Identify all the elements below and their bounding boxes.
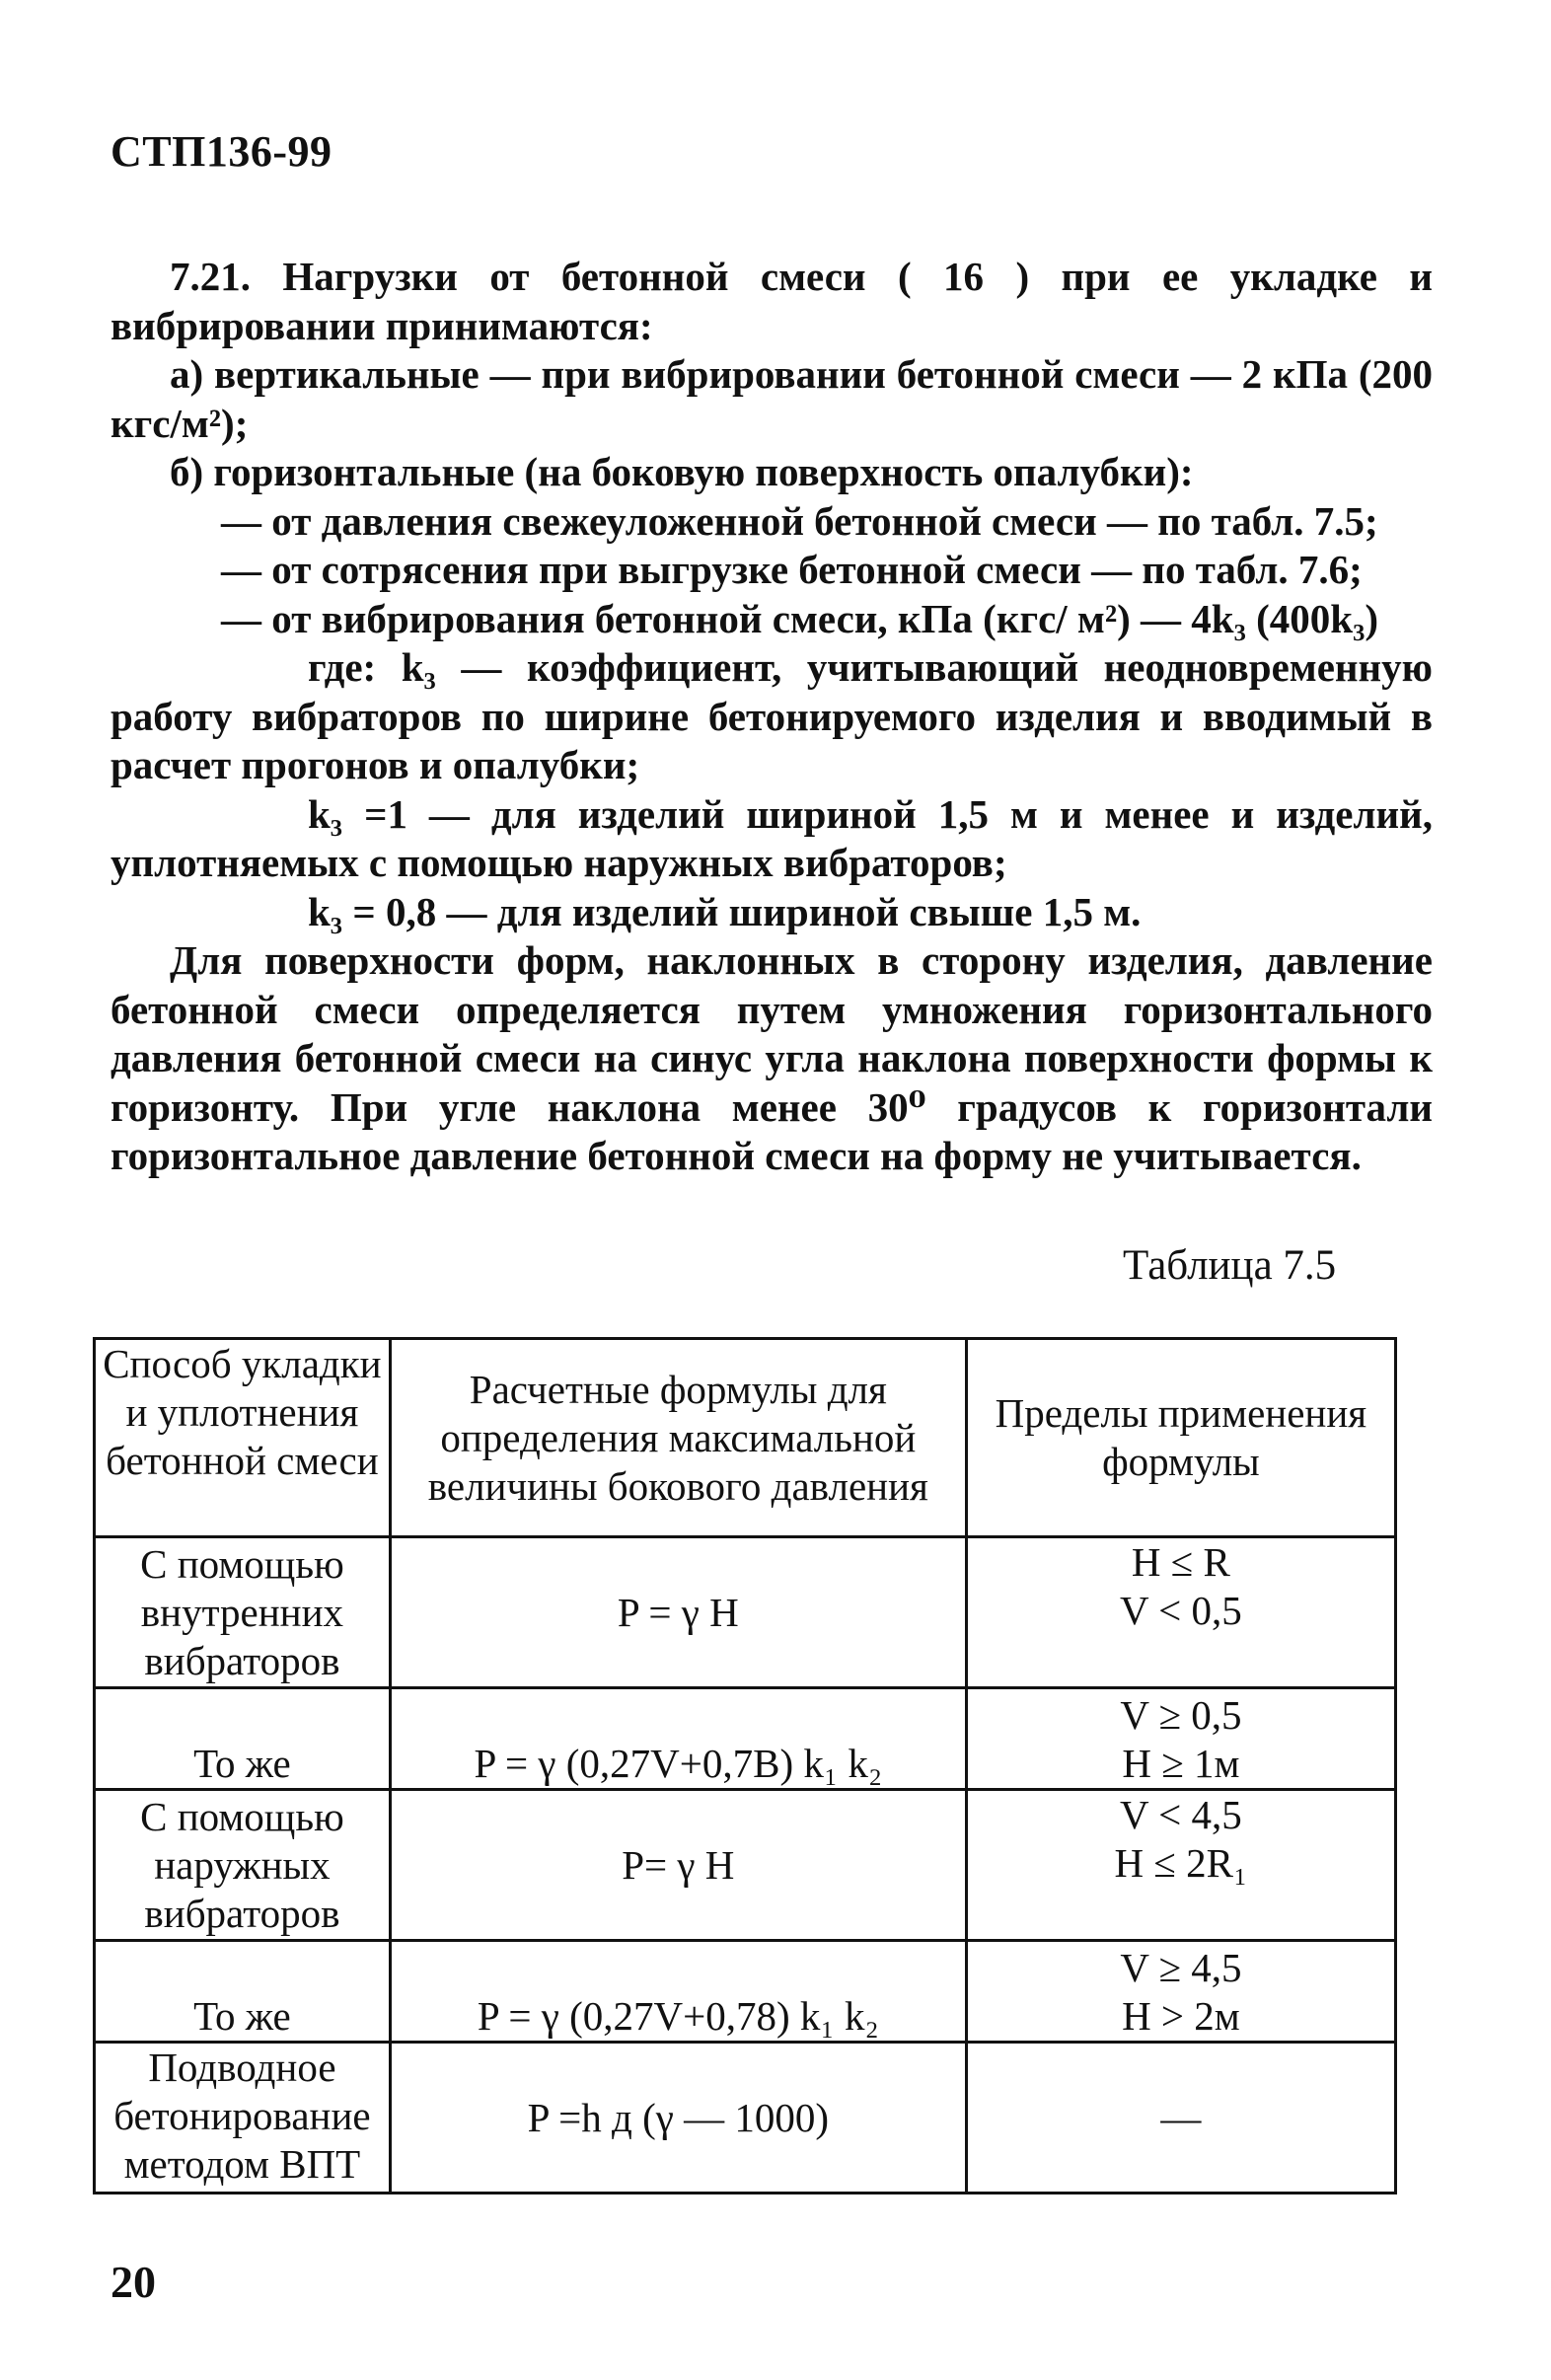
paragraph-k3-definition: где: k₃ — коэффициент, учитывающий неодновременную работу вибраторов по ширине бетонируемого изделия и вводимый в расчет прогонов и опалубки; bbox=[111, 644, 1433, 787]
table-row bbox=[95, 1688, 1396, 1790]
list-item-vibration: — от вибрирования бетонной смеси, кПа (кгс/ м²) — 4k₃ (400k₃) bbox=[221, 595, 1379, 641]
paragraph-k3-equals-1: k₃ =1 — для изделий шириной 1,5 м и менее и изделий, уплотняемых с помощью наружных вибраторов; bbox=[111, 790, 1433, 885]
document-code-header: СТП136-99 bbox=[111, 127, 332, 176]
paragraph-inclined-forms: Для поверхности форм, наклонных в сторону изделия, давление бетонной смеси определяется путем умножения горизонтального давления бетонной смеси на синус угла наклона поверхности формы к горизонту. При угле наклона менее 30⁰ градусов к горизонтали горизонтальное давление бетонной смеси на форму не учитывается. bbox=[111, 937, 1433, 1178]
cell-limits bbox=[966, 1537, 1395, 1688]
table-header-row bbox=[95, 1339, 1396, 1537]
table-row bbox=[95, 1941, 1396, 2043]
cell-formula: P =h д (γ — 1000) bbox=[390, 2043, 966, 2194]
cell-limits bbox=[966, 1790, 1395, 1941]
header-formula: Расчетные формулы для определения максимальной величины бокового давления bbox=[390, 1339, 966, 1537]
cell-method: Подводное бетонирование методом ВПТ bbox=[95, 2043, 391, 2194]
cell-formula: P= γ H bbox=[390, 1790, 966, 1941]
cell-limits bbox=[966, 1941, 1395, 2043]
cell-formula: P = γ (0,27V+0,7B) k₁ k₂ bbox=[390, 1688, 966, 1790]
list-item-fresh-concrete-pressure: — от давления свежеуложенной бетонной смеси — по табл. 7.5; bbox=[221, 497, 1378, 544]
limit-line: V < 0,5 bbox=[1120, 1588, 1242, 1633]
header-limits: Пределы применения формулы bbox=[966, 1339, 1395, 1537]
cell-limits bbox=[966, 1688, 1395, 1790]
page-number: 20 bbox=[111, 2257, 156, 2307]
limit-line: H ≤ R bbox=[1131, 1539, 1230, 1585]
paragraph-7-21: 7.21. Нагрузки от бетонной смеси ( 16 ) при ее укладке и вибрировании принимаются: bbox=[111, 254, 1433, 348]
paragraph-vertical-load: а) вертикальные — при вибрировании бетонной смеси — 2 кПа (200 кгс/м²); bbox=[111, 351, 1433, 446]
header-method: Способ укладки и уплотнения бетонной смеси bbox=[95, 1339, 391, 1537]
list-item-unloading-shock: — от сотрясения при выгрузке бетонной смеси — по табл. 7.6; bbox=[221, 547, 1363, 592]
limit-line: H > 2м bbox=[1122, 1993, 1240, 2039]
limit-line: V < 4,5 bbox=[1120, 1792, 1242, 1837]
cell-formula: P = γ (0,27V+0,78) k₁ k₂ bbox=[390, 1941, 966, 2043]
table-row bbox=[95, 1790, 1396, 1941]
cell-method: С помощью наружных вибраторов bbox=[95, 1790, 391, 1941]
paragraph-k3-equals-0-8: k₃ = 0,8 — для изделий шириной свыше 1,5 м. bbox=[308, 888, 1142, 934]
table-row bbox=[95, 2043, 1396, 2194]
limit-line: V ≥ 4,5 bbox=[1120, 1945, 1242, 1990]
section-text bbox=[111, 253, 1433, 1181]
cell-method: То же bbox=[95, 1688, 391, 1790]
cell-limits bbox=[966, 2043, 1395, 2194]
paragraph-horizontal-load: б) горизонтальные (на боковую поверхность опалубки): bbox=[170, 449, 1194, 494]
table-row bbox=[95, 1537, 1396, 1688]
cell-formula: P = γ H bbox=[390, 1537, 966, 1688]
cell-method: То же bbox=[95, 1941, 391, 2043]
limit-line: V ≥ 0,5 bbox=[1120, 1692, 1242, 1738]
table-caption: Таблица 7.5 bbox=[1123, 1242, 1337, 1289]
limit-line: H ≤ 2R₁ bbox=[1114, 1840, 1248, 1886]
limit-line: H ≥ 1м bbox=[1122, 1741, 1240, 1786]
cell-method: С помощью внутренних вибраторов bbox=[95, 1537, 391, 1688]
limit-line: — bbox=[1160, 2094, 1202, 2140]
table-7-5 bbox=[93, 1337, 1397, 2194]
